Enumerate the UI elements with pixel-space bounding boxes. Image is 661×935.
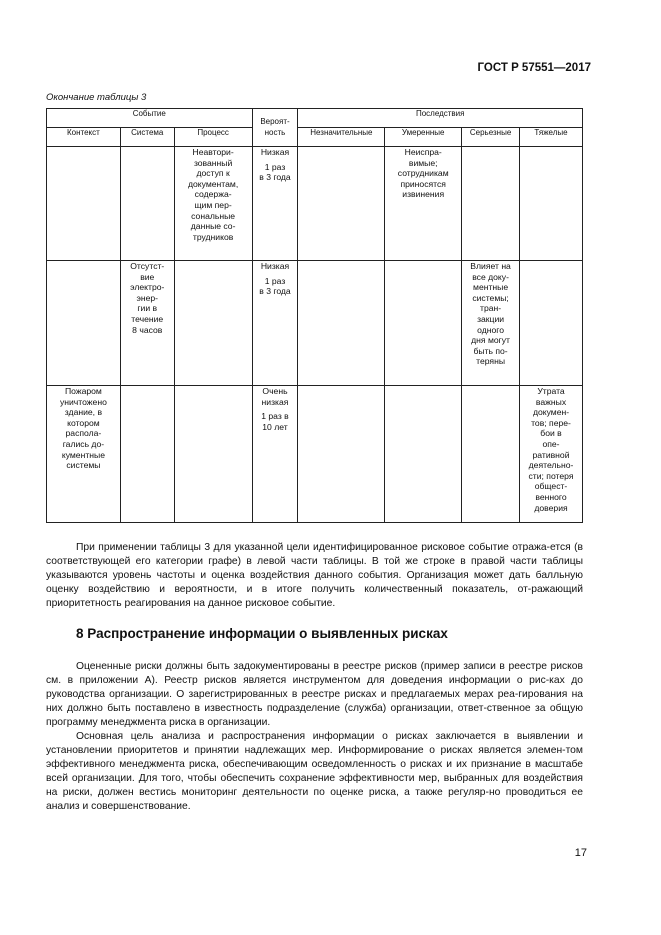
risk-table xyxy=(46,108,583,523)
cell-process xyxy=(174,261,252,386)
cell-line: распола- xyxy=(65,428,102,439)
page-number: 17 xyxy=(574,847,587,859)
cell-line: Низкая xyxy=(260,261,290,271)
cell-line: все доку- xyxy=(472,271,509,282)
cell-line: Пожаром xyxy=(64,386,102,396)
document-code: ГОСТ Р 57551—2017 xyxy=(477,62,591,74)
header-event: Событие xyxy=(47,109,253,128)
cell-line: уничтожено xyxy=(59,396,107,407)
cell-line: вимые; xyxy=(408,157,438,168)
cell-line: здание, в xyxy=(64,407,103,418)
cell-line: общест- xyxy=(534,481,568,492)
paragraph-risk-register-text: Оцененные риски должны быть задокументированы в реестре рисков (пример записи в реестре рисков см. в приложении А). Реестр рисков является инструментом для доведения информации о рис-ках до руководства организации. О зарегистрированных в реестре рисках и предлагаемых мерах реа-гирования на них должно быть поставлено в известность подразделение (служба) организации, ответ-ственное за общую программу менеджмента риска в организации. xyxy=(46,661,583,728)
cell-context xyxy=(47,386,121,523)
cell-line: венного xyxy=(535,491,567,502)
cell-minor xyxy=(298,386,385,523)
cell-line: 8 часов xyxy=(132,324,163,335)
header-serious: Серьезные xyxy=(462,128,520,147)
paragraph-risk-communication-text: Основная цель анализа и распространения информации о рисках заключается в выявлении и установлении приоритетов и принятии надлежащих мер. Информирование о рисках является элемен-том эффективного менеджмента риска, обеспечивающим осведомленность о рисках и их признание в масштабе всей организации. Для того, чтобы обеспечить сохранение эффективности мер, выбранных для воздействия на риски, должен вестись мониторинг деятельности по оценке риска, а также регуляр-но проводиться ее анализ и совершенствование. xyxy=(46,731,583,812)
cell-line: 1 раз xyxy=(264,275,286,286)
cell-line: котором xyxy=(67,417,100,428)
table-row xyxy=(47,261,583,386)
header-system: Система xyxy=(120,128,174,147)
cell-line: течение xyxy=(131,313,164,324)
cell-line: Низкая xyxy=(260,147,290,157)
table-header-columns xyxy=(47,128,583,147)
section-title: 8 Распространение информации о выявленных рисках xyxy=(76,626,448,641)
cell-line: в 3 года xyxy=(259,286,291,297)
cell-context xyxy=(47,147,121,261)
table-row xyxy=(47,386,583,523)
cell-moderate xyxy=(385,261,462,386)
cell-line: 1 раз в xyxy=(261,411,289,422)
cell-line: тран- xyxy=(480,303,502,314)
cell-line: сональные xyxy=(191,210,236,221)
cell-minor xyxy=(298,147,385,261)
cell-line: документам, xyxy=(188,178,239,189)
header-context: Контекст xyxy=(47,128,121,147)
paragraph-table-usage xyxy=(46,541,583,611)
cell-severe xyxy=(520,386,583,523)
paragraph-risk-communication xyxy=(46,730,583,814)
cell-moderate xyxy=(385,147,462,261)
cell-line: 1 раз xyxy=(264,161,286,172)
cell-system xyxy=(120,261,174,386)
paragraph-risk-register xyxy=(46,660,583,730)
cell-line: гались до- xyxy=(62,438,105,449)
cell-line: зованный xyxy=(193,157,233,168)
cell-context xyxy=(47,261,121,386)
cell-line: важных xyxy=(535,396,567,407)
cell-line: теряны xyxy=(476,356,506,367)
cell-line: сти; потеря xyxy=(528,470,574,481)
header-severe: Тяжелые xyxy=(520,128,583,147)
cell-line: трудников xyxy=(192,231,234,242)
header-consequences: Последствия xyxy=(298,109,583,128)
cell-line: докумен- xyxy=(532,407,570,418)
cell-line: приносятся xyxy=(400,178,446,189)
header-probability: Вероят-ность xyxy=(252,109,298,147)
header-moderate: Умеренные xyxy=(385,128,462,147)
cell-line: Отсутст- xyxy=(130,261,165,271)
cell-line: системы; xyxy=(472,292,509,303)
cell-line: доверия xyxy=(534,502,568,513)
cell-line: Влияет на xyxy=(470,261,511,271)
cell-line: щим пер- xyxy=(194,199,232,210)
cell-line: закции xyxy=(477,313,505,324)
cell-line: вие xyxy=(140,271,155,282)
paragraph-table-usage-text: При применении таблицы 3 для указанной цели идентифицированное рисковое событие отража-ется (в соответствующей его категории графе) в левой части таблицы. В той же строке в правой части таблицы указываются уровень частоты и оценка воздействия данного события. Организация может дать балльную оценку воздействию и вероятности, и в итоге получить количественный показатель, от-ражающий приоритетность реагирования на данное рисковое событие. xyxy=(46,542,583,609)
cell-serious xyxy=(462,386,520,523)
cell-line: деятельно- xyxy=(528,460,574,471)
cell-process xyxy=(174,386,252,523)
cell-line: содержа- xyxy=(194,189,232,200)
cell-process xyxy=(174,147,252,261)
cell-probability xyxy=(252,147,298,261)
header-minor: Незначительные xyxy=(298,128,385,147)
cell-line: доступ к xyxy=(196,168,230,179)
cell-minor xyxy=(298,261,385,386)
cell-moderate xyxy=(385,386,462,523)
cell-line: системы xyxy=(66,460,101,471)
cell-line: кументные xyxy=(61,449,105,460)
cell-line: одного xyxy=(477,324,504,335)
cell-line: извинения xyxy=(402,189,445,200)
cell-line: 10 лет xyxy=(262,421,288,432)
cell-line: ративной xyxy=(532,449,570,460)
cell-line: Неавтори- xyxy=(192,147,234,157)
cell-line: низкая xyxy=(261,396,289,407)
cell-line: бои в xyxy=(540,428,562,439)
cell-system xyxy=(120,386,174,523)
table-header-groups xyxy=(47,109,583,128)
cell-line: ментные xyxy=(473,282,509,293)
cell-severe xyxy=(520,147,583,261)
cell-line: тов; пере- xyxy=(531,417,571,428)
cell-line: Неиспра- xyxy=(404,147,442,157)
cell-line: электро- xyxy=(130,282,165,293)
cell-severe xyxy=(520,261,583,386)
header-process: Процесс xyxy=(174,128,252,147)
cell-line: гии в xyxy=(137,303,158,314)
cell-line: опе- xyxy=(542,438,560,449)
cell-line: данные со- xyxy=(190,221,236,232)
cell-line: Утрата xyxy=(537,386,565,396)
cell-system xyxy=(120,147,174,261)
cell-line: в 3 года xyxy=(259,172,291,183)
cell-line: сотрудникам xyxy=(397,168,449,179)
cell-serious xyxy=(462,261,520,386)
cell-line: дня могут xyxy=(471,335,510,346)
table-row xyxy=(47,147,583,261)
cell-line: Очень xyxy=(262,386,288,396)
cell-line: энер- xyxy=(136,292,159,303)
cell-serious xyxy=(462,147,520,261)
cell-probability xyxy=(252,386,298,523)
cell-line: быть по- xyxy=(473,345,508,356)
table-caption: Окончание таблицы 3 xyxy=(46,92,147,103)
cell-probability xyxy=(252,261,298,386)
